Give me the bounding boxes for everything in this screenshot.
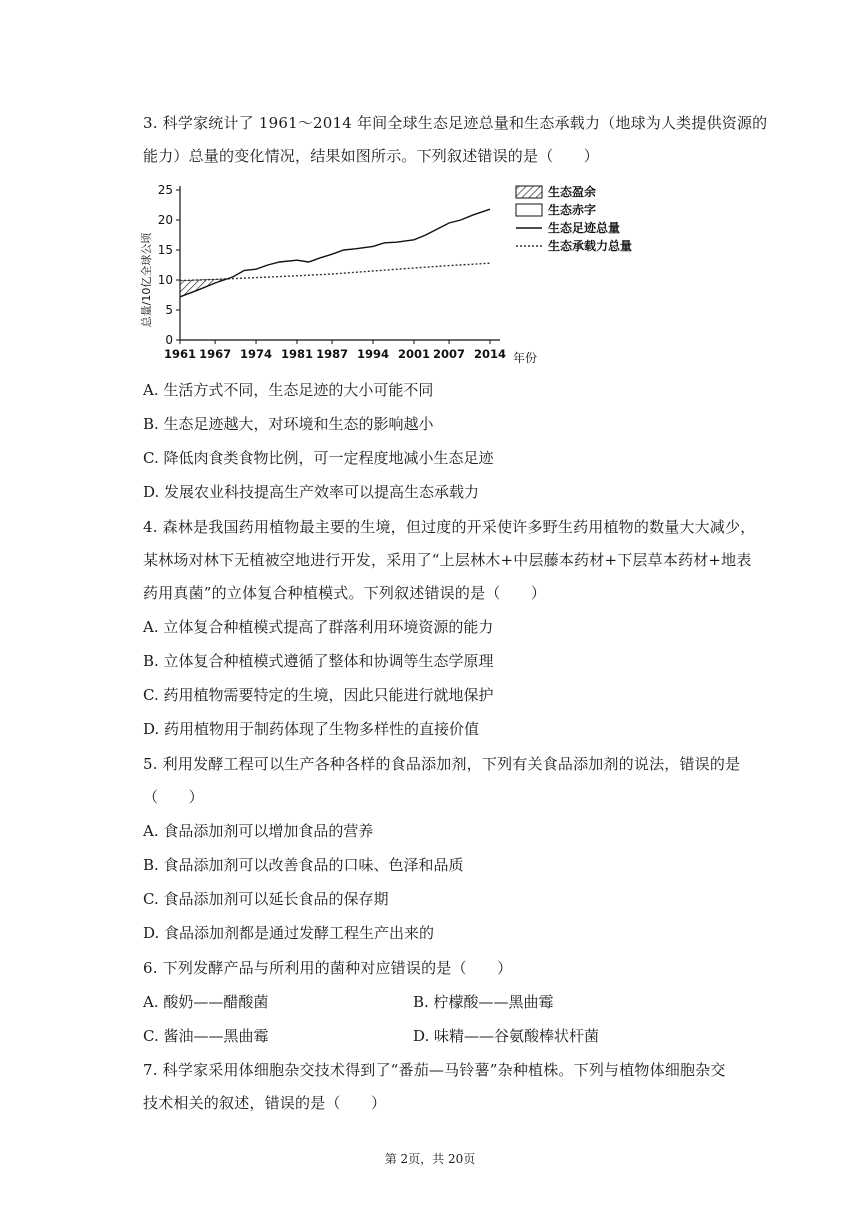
legend-label: 生态足迹总量 — [548, 221, 621, 235]
x-tick-label: 2014 — [473, 347, 507, 361]
question-6-option-a: A. 酸奶——醋酸菌 — [143, 993, 269, 1011]
x-axis-label: 年份 — [513, 351, 538, 365]
y-tick-label: 0 — [165, 333, 173, 347]
x-tick-label: 1994 — [357, 347, 390, 361]
y-tick-label: 15 — [157, 243, 173, 257]
legend-swatch-surplus — [516, 186, 542, 198]
question-6-option-b: B. 柠檬酸——黑曲霉 — [413, 993, 554, 1011]
legend-label: 生态赤字 — [548, 203, 597, 217]
x-tick-label: 1961 — [163, 347, 197, 361]
legend-swatch-deficit — [516, 204, 542, 216]
question-7-stem-line2: 技术相关的叙述，错误的是（ ） — [143, 1094, 387, 1112]
page-footer: 第 2页，共 20页 — [384, 1152, 476, 1166]
x-tick-label: 1981 — [280, 347, 313, 361]
question-4-stem-line1: 4. 森林是我国药用植物最主要的生境，但过度的开采使许多野生药用植物的数量大大减少， — [143, 518, 756, 536]
x-tick-label: 2001 — [397, 347, 430, 361]
question-3-option-c: C. 降低肉食类食物比例，可一定程度地减小生态足迹 — [143, 449, 494, 467]
question-3-option-a: A. 生活方式不同，生态足迹的大小可能不同 — [143, 381, 434, 399]
question-6-stem: 6. 下列发酵产品与所利用的菌种对应错误的是（ ） — [143, 959, 513, 977]
question-5-option-a: A. 食品添加剂可以增加食品的营养 — [143, 822, 374, 840]
legend-label: 生态盈余 — [548, 185, 597, 199]
question-5-option-c: C. 食品添加剂可以延长食品的保存期 — [143, 890, 389, 908]
question-5-option-b: B. 食品添加剂可以改善食品的口味、色泽和品质 — [143, 856, 464, 874]
question-3-option-b: B. 生态足迹越大，对环境和生态的影响越小 — [143, 415, 434, 433]
question-3-stem-line2: 能力）总量的变化情况，结果如图所示。下列叙述错误的是（ ） — [143, 147, 600, 165]
question-4-option-a: A. 立体复合种植模式提高了群落利用环境资源的能力 — [143, 618, 494, 636]
question-4-option-b: B. 立体复合种植模式遵循了整体和协调等生态学原理 — [143, 652, 494, 670]
question-4-stem-line2: 某林场对林下无植被空地进行开发，采用了“上层林木+中层藤本药材+下层草本药材+地表 — [143, 551, 752, 569]
footprint-line — [180, 209, 490, 297]
question-6-option-d: D. 味精——谷氨酸棒状杆菌 — [413, 1027, 600, 1045]
x-tick-label: 1987 — [316, 347, 349, 361]
question-5-stem-line2: （ ） — [143, 788, 204, 806]
legend-label: 生态承载力总量 — [548, 239, 633, 253]
question-4-option-d: D. 药用植物用于制药体现了生物多样性的直接价值 — [143, 720, 480, 738]
question-3-stem-line1: 3. 科学家统计了 1961～2014 年间全球生态足迹总量和生态承载力（地球为人类提供资源的 — [143, 114, 768, 132]
y-tick-label: 25 — [157, 183, 173, 197]
y-tick-label: 10 — [157, 273, 173, 287]
question-4-stem-line3: 药用真菌”的立体复合种植模式。下列叙述错误的是（ ） — [143, 584, 547, 602]
question-3-option-d: D. 发展农业科技提高生产效率可以提高生态承载力 — [143, 483, 480, 501]
x-tick-label: 1967 — [199, 347, 232, 361]
ecological-footprint-chart — [136, 180, 656, 370]
x-tick-label: 1974 — [240, 347, 273, 361]
y-tick-label: 5 — [165, 303, 173, 317]
question-5-option-d: D. 食品添加剂都是通过发酵工程生产出来的 — [143, 924, 435, 942]
biocapacity-line — [180, 263, 490, 280]
y-tick-label: 20 — [157, 213, 173, 227]
question-4-option-c: C. 药用植物需要特定的生境，因此只能进行就地保护 — [143, 686, 494, 704]
question-7-stem-line1: 7. 科学家采用体细胞杂交技术得到了“番茄—马铃薯”杂种植株。下列与植物体细胞杂交 — [143, 1061, 726, 1079]
y-axis-label: 总量/10亿全球公顷 — [140, 232, 153, 328]
x-tick-label: 2007 — [433, 347, 466, 361]
question-5-stem-line1: 5. 利用发酵工程可以生产各种各样的食品添加剂，下列有关食品添加剂的说法，错误的是 — [143, 755, 741, 773]
question-6-option-c: C. 酱油——黑曲霉 — [143, 1027, 269, 1045]
